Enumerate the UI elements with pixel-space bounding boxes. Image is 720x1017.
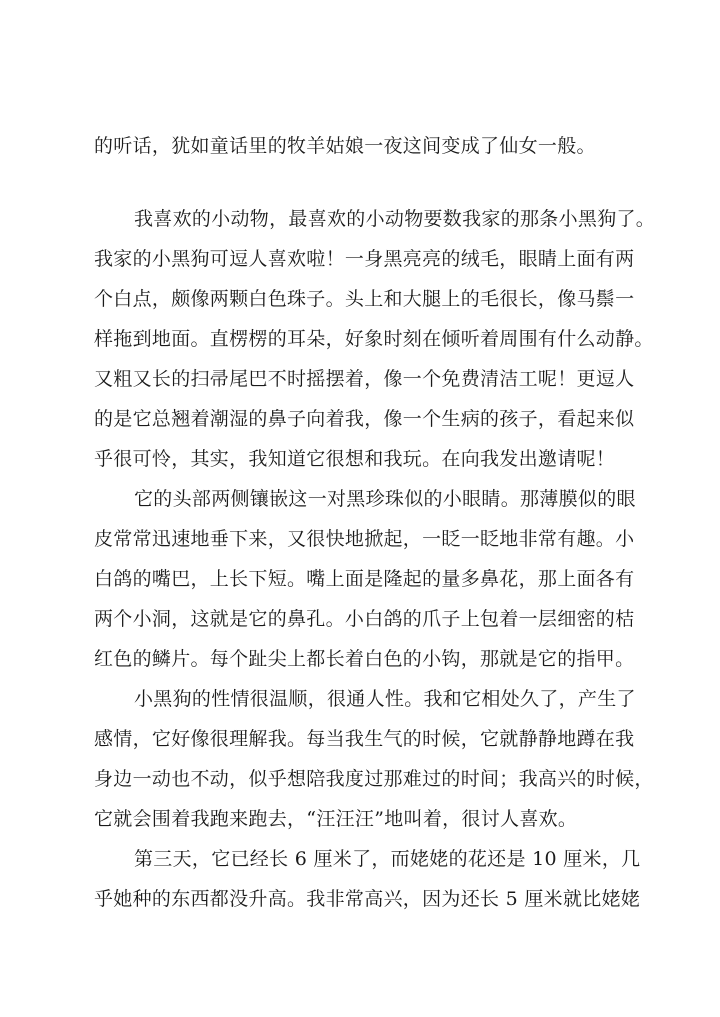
text-line: 皮常常迅速地垂下来，又很快地掀起，一眨一眨地非常有趣。小 (94, 528, 635, 550)
text-line: 乎她种的东西都没升高。我非常高兴，因为还长 5 厘米就比姥姥 (94, 888, 641, 910)
text-line: 它的头部两侧镶嵌这一对黑珍珠似的小眼睛。那薄膜似的眼 (134, 488, 636, 510)
text-line: 样拖到地面。直楞楞的耳朵，好象时刻在倾听着周围有什么动静。 (94, 328, 654, 350)
text-line: 个白点，颇像两颗白色珠子。头上和大腿上的毛很长，像马鬃一 (94, 288, 635, 310)
text-line: 它就会围着我跑来跑去，“汪汪汪”地叫着，很讨人喜欢。 (94, 808, 578, 830)
text-line: 两个小洞，这就是它的鼻孔。小白鸽的爪子上包着一层细密的桔 (94, 608, 635, 630)
text-line: 第三天，它已经长 6 厘米了，而姥姥的花还是 10 厘米，几 (134, 848, 641, 870)
text-line: 又粗又长的扫帚尾巴不时摇摆着，像一个免费清洁工呢！更逗人 (94, 368, 635, 390)
text-line: 白鸽的嘴巴，上长下短。嘴上面是隆起的量多鼻花，那上面各有 (94, 568, 635, 590)
text-line: 的听话，犹如童话里的牧羊姑娘一夜这间变成了仙女一般。 (94, 135, 596, 157)
text-line: 乎很可怜，其实，我知道它很想和我玩。在向我发出邀请呢！ (94, 448, 616, 470)
text-line: 小黑狗的性情很温顺，很通人性。我和它相处久了，产生了 (134, 688, 636, 710)
text-line: 红色的鳞片。每个趾尖上都长着白色的小钩，那就是它的指甲。 (94, 648, 635, 670)
top-fragment (94, 126, 642, 166)
text-line: 我家的小黑狗可逗人喜欢啦！一身黑亮亮的绒毛，眼睛上面有两 (94, 248, 635, 270)
paragraph-1 (94, 199, 656, 919)
text-line: 的是它总翘着潮湿的鼻子向着我，像一个生病的孩子，看起来似 (94, 408, 635, 430)
text-line: 我喜欢的小动物，最喜欢的小动物要数我家的那条小黑狗了。 (134, 208, 656, 230)
text-line: 身边一动也不动，似乎想陪我度过那难过的时间；我高兴的时候， (94, 768, 654, 790)
text-line: 感情，它好像很理解我。每当我生气的时候，它就静静地蹲在我 (94, 728, 635, 750)
